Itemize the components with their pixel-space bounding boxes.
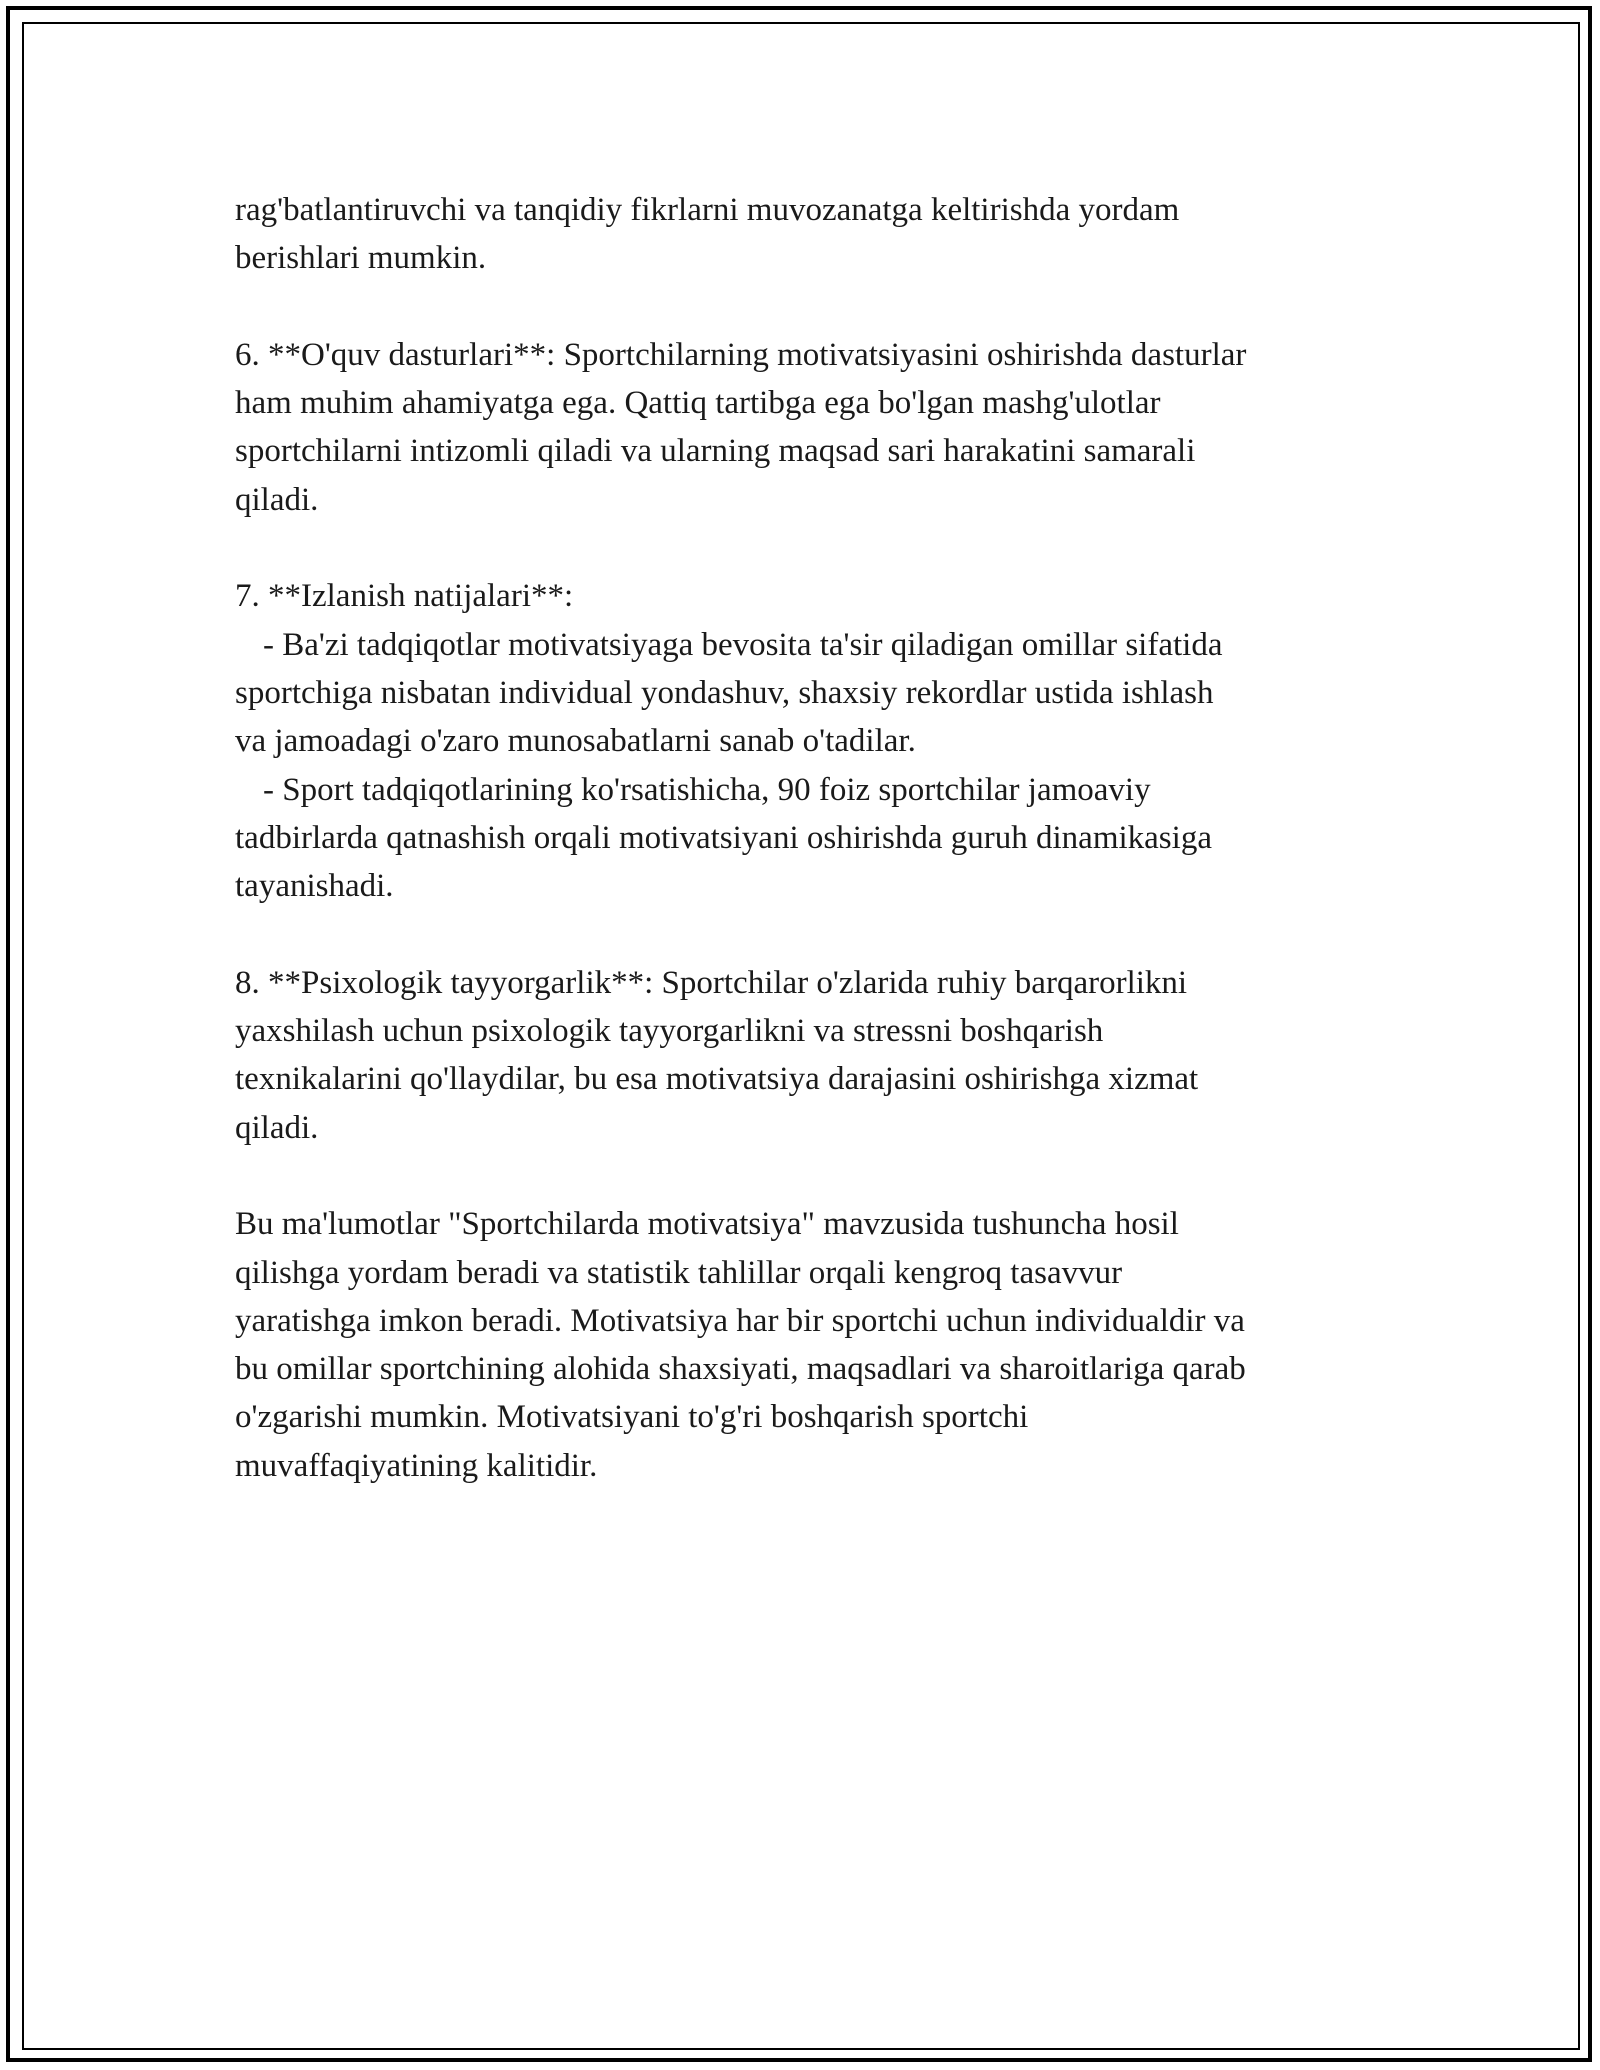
paragraph-continuation bbox=[235, 186, 1395, 283]
text-line: qiladi. bbox=[235, 1109, 319, 1146]
text-line: qilishga yordam beradi va statistik tahlillar orqali kengroq tasavvur bbox=[235, 1254, 1123, 1291]
text-line: tayanishadi. bbox=[235, 868, 394, 905]
text-line: muvaffaqiyatining kalitidir. bbox=[235, 1447, 598, 1484]
bullet-line: - Sport tadqiqotlarining ko'rsatishicha, 90 foiz sportchilar jamoaviy bbox=[263, 771, 1151, 808]
text-line: sportchiga nisbatan individual yondashuv, shaxsiy rekordlar ustida ishlash bbox=[235, 674, 1214, 711]
text-line: 6. **O'quv dasturlari**: Sportchilarning motivatsiyasini oshirishda dasturlar bbox=[235, 336, 1247, 373]
text-line: 8. **Psixologik tayyorgarlik**: Sportchilar o'zlarida ruhiy barqarorlikni bbox=[235, 964, 1188, 1001]
text-line: yaxshilash uchun psixologik tayyorgarlikni va stressni boshqarish bbox=[235, 1013, 1104, 1050]
text-line: tadbirlarda qatnashish orqali motivatsiyani oshirishda guruh dinamikasiga bbox=[235, 819, 1212, 856]
text-line: rag'batlantiruvchi va tanqidiy fikrlarni muvozanatga keltirishda yordam bbox=[235, 192, 1180, 228]
paragraph-item-7 bbox=[235, 572, 1395, 910]
text-line: berishlari mumkin. bbox=[235, 240, 487, 277]
paragraph-item-6 bbox=[235, 331, 1395, 524]
text-line: 7. **Izlanish natijalari**: bbox=[235, 578, 574, 615]
text-line: qiladi. bbox=[235, 481, 319, 518]
text-line: bu omillar sportchining alohida shaxsiyati, maqsadlari va sharoitlariga qarab bbox=[235, 1351, 1246, 1388]
text-line: ham muhim ahamiyatga ega. Qattiq tartibga ega bo'lgan mashg'ulotlar bbox=[235, 385, 1161, 422]
text-line: va jamoadagi o'zaro munosabatlarni sanab o'tadilar. bbox=[235, 723, 916, 760]
bullet-line: - Ba'zi tadqiqotlar motivatsiyaga bevosita ta'sir qiladigan omillar sifatida bbox=[263, 626, 1223, 663]
paragraph-conclusion bbox=[235, 1200, 1395, 1490]
text-line: yaratishga imkon beradi. Motivatsiya har bir sportchi uchun individualdir va bbox=[235, 1302, 1245, 1339]
text-line: Bu ma'lumotlar "Sportchilarda motivatsiya" mavzusida tushuncha hosil bbox=[235, 1206, 1179, 1243]
text-line: sportchilarni intizomli qiladi va ularning maqsad sari harakatini samarali bbox=[235, 433, 1196, 470]
paragraph-item-8 bbox=[235, 959, 1395, 1152]
text-line: texnikalarini qo'llaydilar, bu esa motivatsiya darajasini oshirishga xizmat bbox=[235, 1061, 1199, 1098]
document-body bbox=[235, 186, 1395, 1538]
text-line: o'zgarishi mumkin. Motivatsiyani to'g'ri boshqarish sportchi bbox=[235, 1399, 1029, 1436]
